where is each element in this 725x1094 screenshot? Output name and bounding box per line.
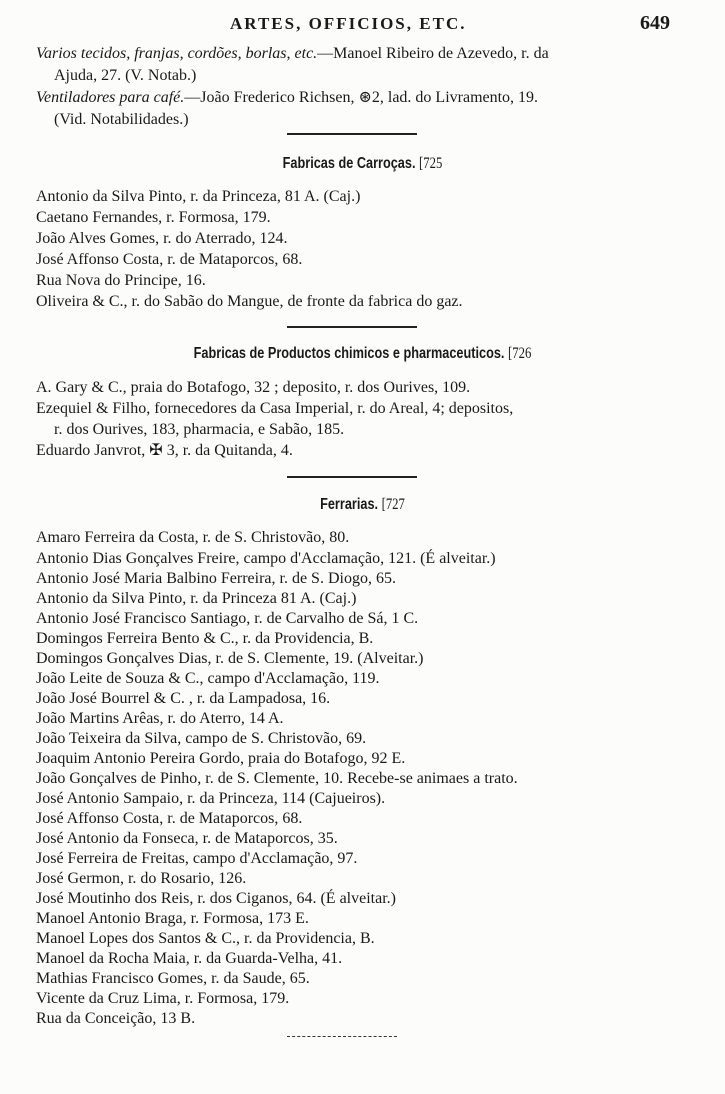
list-item: Joaquim Antonio Pereira Gordo, praia do Botafogo, 92 E. (36, 750, 406, 767)
section-divider (287, 133, 417, 135)
intro-entry-1 (36, 44, 686, 64)
entry-text: —João Frederico Richsen, ⊛2, lad. do Livramento, 19. (184, 89, 539, 106)
header-title: ARTES, OFFICIOS, ETC. (230, 14, 467, 33)
list-item: Caetano Fernandes, r. Formosa, 179. (36, 209, 271, 226)
section-divider (287, 476, 417, 478)
list-item: Rua Nova do Principe, 16. (36, 272, 206, 289)
entry-lead: Ventiladores para café. (36, 89, 185, 106)
list-item: Oliveira & C., r. do Sabão do Mangue, de fronte da fabrica do gaz. (36, 293, 463, 310)
list-item: José Affonso Costa, r. de Mataporcos, 68. (36, 810, 303, 827)
list-item: Domingos Ferreira Bento & C., r. da Providencia, B. (36, 630, 374, 647)
entry-continuation: Ajuda, 27. (V. Notab.) (54, 67, 197, 84)
section-divider (287, 326, 417, 328)
list-item: José Antonio da Fonseca, r. de Mataporcos, 35. (36, 830, 338, 847)
list-item: José Antonio Sampaio, r. da Princeza, 114 (Cajueiros). (36, 790, 386, 807)
list-item: A. Gary & C., praia do Botafogo, 32 ; deposito, r. dos Ourives, 109. (36, 379, 471, 396)
section-heading-725 (65, 155, 660, 173)
section-number: [727 (381, 496, 405, 513)
list-item: Manoel Antonio Braga, r. Formosa, 173 E. (36, 910, 309, 927)
list-item: Antonio José Francisco Santiago, r. de Carvalho de Sá, 1 C. (36, 610, 419, 627)
running-header (0, 10, 725, 38)
list-item: Antonio Dias Gonçalves Freire, campo d'Acclamação, 121. (É alveitar.) (36, 550, 496, 567)
list-item: Rua da Conceição, 13 B. (36, 1010, 196, 1027)
section-number: [725 (419, 155, 443, 172)
list-item: José Germon, r. do Rosario, 126. (36, 870, 247, 887)
list-item: Amaro Ferreira da Costa, r. de S. Christovão, 80. (36, 529, 350, 546)
list-item: João Leite de Souza & C., campo d'Acclamação, 119. (36, 670, 380, 687)
section-title: Ferrarias. (320, 496, 379, 513)
list-item: Antonio da Silva Pinto, r. da Princeza, 81 A. (Caj.) (36, 188, 361, 205)
entry-continuation: r. dos Ourives, 183, pharmacia, e Sabão, 185. (54, 421, 345, 438)
list-item: José Moutinho dos Reis, r. dos Ciganos, 64. (É alveitar.) (36, 890, 396, 907)
section-heading-726 (65, 345, 660, 363)
list-item: Antonio da Silva Pinto, r. da Princeza 81 A. (Caj.) (36, 590, 357, 607)
list-item: Manoel da Rocha Maia, r. da Guarda-Velha, 41. (36, 950, 343, 967)
list-item: Mathias Francisco Gomes, r. da Saude, 65. (36, 970, 310, 987)
list-item: João Alves Gomes, r. do Aterrado, 124. (36, 230, 288, 247)
list-item: João José Bourrel & C. , r. da Lampadosa, 16. (36, 690, 331, 707)
list-item: Domingos Gonçalves Dias, r. de S. Clemente, 19. (Alveitar.) (36, 650, 424, 667)
entry-text: —Manoel Ribeiro de Azevedo, r. da (317, 45, 549, 62)
page-number: 649 (640, 12, 670, 34)
list-item: José Ferreira de Freitas, campo d'Acclamação, 97. (36, 850, 358, 867)
list-item: José Affonso Costa, r. de Mataporcos, 68. (36, 251, 303, 268)
entry-continuation: (Vid. Notabilidades.) (54, 111, 189, 128)
intro-entry-2-cont (36, 110, 686, 130)
intro-entry-2 (36, 88, 686, 108)
intro-entry-1-cont (36, 66, 686, 86)
list-item: Ezequiel & Filho, fornecedores da Casa Imperial, r. do Areal, 4; depositos, (36, 400, 514, 417)
list-item (36, 420, 686, 440)
list-item: João Teixeira da Silva, campo de S. Christovão, 69. (36, 730, 367, 747)
list-item: João Martins Arêas, r. do Aterro, 14 A. (36, 710, 284, 727)
list-item: Antonio José Maria Balbino Ferreira, r. de S. Diogo, 65. (36, 570, 396, 587)
entry-lead: Varios tecidos, franjas, cordões, borlas, etc. (36, 45, 318, 62)
end-divider (287, 1036, 397, 1037)
list-item: Manoel Lopes dos Santos & C., r. da Providencia, B. (36, 930, 375, 947)
list-item: João Gonçalves de Pinho, r. de S. Clemente, 10. Recebe-se animaes a trato. (36, 770, 518, 787)
list-item: Vicente da Cruz Lima, r. Formosa, 179. (36, 990, 290, 1007)
section-heading-727 (65, 496, 660, 514)
list-item: Eduardo Janvrot, ✠ 3, r. da Quitanda, 4. (36, 442, 293, 459)
section-number: [726 (508, 345, 532, 362)
section-title: Fabricas de Carroças. (282, 155, 416, 172)
section-title: Fabricas de Productos chimicos e pharmaceuticos. (193, 345, 505, 362)
